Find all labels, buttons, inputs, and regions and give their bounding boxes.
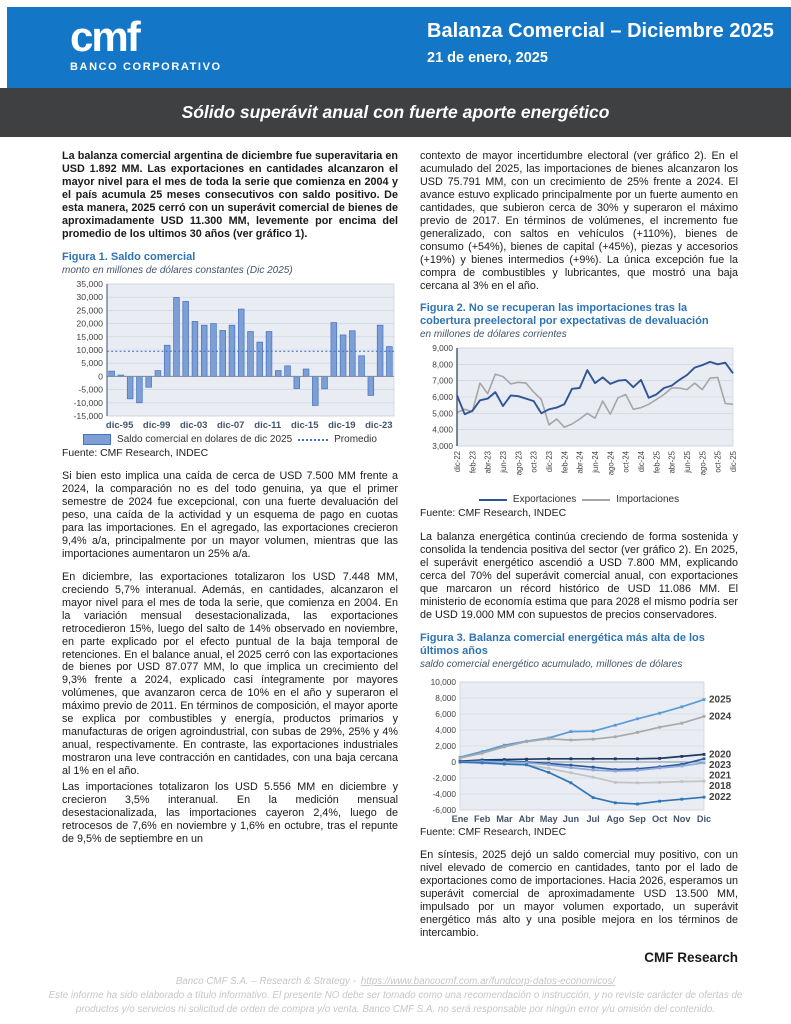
figure1-caption: Figura 1. Saldo comercial (62, 250, 196, 263)
svg-text:Dic: Dic (696, 813, 712, 824)
svg-text:dic-22: dic-22 (453, 451, 462, 473)
paragraph-imports: Las importaciones totalizaron los USD 5.556 MM en diciembre y crecieron 3,5% interanual. En la medición mensual desestacionalizada, las importaciones cayeron 2,4%, luego de retrocesos de 7,6% en noviembre y 1,6% en octubre, tras el repunte de 9,5% de septiembre en un (62, 781, 398, 845)
svg-text:6,000: 6,000 (432, 392, 453, 403)
svg-text:dic-25: dic-25 (729, 451, 738, 473)
svg-text:jun-25: jun-25 (683, 451, 692, 474)
svg-text:2,000: 2,000 (435, 740, 456, 751)
figure3-source: Fuente: CMF Research, INDEC (420, 826, 567, 838)
headline-banner (0, 88, 791, 137)
figure3-subtitle: saldo comercial energético acumulado, millones de dólares (420, 658, 683, 670)
figure1-legend-average: Promedio (334, 433, 377, 445)
svg-text:15,000: 15,000 (76, 331, 103, 342)
svg-text:-4,000: -4,000 (432, 788, 456, 799)
svg-text:4,000: 4,000 (432, 425, 453, 436)
figure2-caption: Figura 2. No se recuperan las importaciones tras la cobertura preelectoral por expectativas de devaluación (420, 302, 709, 328)
svg-text:dic-07: dic-07 (216, 419, 245, 431)
svg-text:ago-23: ago-23 (514, 451, 524, 476)
svg-text:dic-15: dic-15 (291, 419, 319, 431)
paragraph-exports: En diciembre, las exportaciones totalizaron los USD 7.448 MM, creciendo 5,7% interanual. Además, en cantidades, alcanzaron el mayor nivel para el mes de toda la serie, que comienza en 2004. En la variación mensual desestacionalizada, las exportaciones retrocedieron 15%, luego del salto de 14% observado en noviembre, en parte explicado por el efecto puntual de la baja temporal de retenciones. En el balance anual, el 2025 cerró con las exportaciones de bienes por USD 87.077 MM, lo que implica un crecimiento del 9,3% frente a 2024, explicado casi íntegramente por mayores volúmenes, que avanzaron cerca de 10% en el año y superaron el máximo previo de 2011. En términos de composición, el mayor aporte se explica por combustibles y energía, productos primarios y manufacturas de origen agroindustrial, con subas de 29%, 25% y 4% anual, respectivamente. En contraste, las exportaciones industriales mostraron una leve contracción en cantidades, con una baja cercana al 1% en el año. (62, 570, 398, 778)
figure1-source: Fuente: CMF Research, INDEC (62, 447, 209, 459)
svg-text:-2,000: -2,000 (432, 772, 456, 783)
svg-text:ago-25: ago-25 (698, 451, 708, 476)
svg-text:abr-25: abr-25 (667, 451, 677, 474)
svg-text:feb-23: feb-23 (468, 451, 478, 474)
svg-text:5,000: 5,000 (81, 357, 103, 368)
svg-text:10,000: 10,000 (76, 344, 103, 355)
logo-subtext: BANCO CORPORATIVO (70, 61, 222, 73)
svg-text:9,000: 9,000 (432, 344, 453, 354)
svg-text:Feb: Feb (474, 813, 491, 824)
svg-text:dic-99: dic-99 (142, 419, 171, 431)
svg-text:0: 0 (98, 371, 103, 382)
svg-text:feb-25: feb-25 (652, 451, 662, 474)
svg-text:dic-23: dic-23 (545, 451, 554, 473)
svg-text:2021: 2021 (709, 769, 732, 781)
svg-text:dic-03: dic-03 (179, 419, 208, 431)
paragraph-imports-continued: contexto de mayor incertidumbre electoral (ver gráfico 2). En el acumulado del 2025, las importaciones de bienes alcanzaron los USD 75.791 MM, con un crecimiento de 25% frente a 2024. El avance estuvo explicado principalmente por un fuerte aumento en cantidades, que subieron cerca de 30% y superaron el máximo previo de 2017. En términos de volúmenes, el incremento fue generalizado, con saltos en vehículos (+110%), bienes de consumo (+54%), bienes de capital (+45%), piezas y accesorios (+19%) y bienes intermedios (+9%). La única excepción fue la compra de combustibles y lubricantes, que mostró una baja cercana al 3% en el año. (420, 150, 738, 292)
svg-text:jun-23: jun-23 (499, 451, 508, 474)
figure2-legend (420, 494, 738, 506)
svg-text:4,000: 4,000 (435, 724, 456, 735)
figure1-bar-chart (62, 280, 398, 432)
svg-text:30,000: 30,000 (76, 291, 103, 302)
svg-text:Jul: Jul (586, 813, 600, 824)
svg-text:2018: 2018 (709, 780, 732, 792)
svg-text:feb-24: feb-24 (560, 451, 570, 474)
svg-text:Ago: Ago (606, 813, 625, 824)
bar-swatch-icon (83, 434, 111, 445)
svg-text:10,000: 10,000 (430, 676, 456, 687)
svg-text:35,000: 35,000 (76, 279, 103, 289)
svg-text:-10,000: -10,000 (73, 397, 103, 408)
paragraph-synthesis: En síntesis, 2025 dejó un saldo comercial muy positivo, con un nivel elevado de comercio en cantidades, tanto por el lado de exportaciones como de importaciones. Hacia 2026, esperamos un superávit comercial de aproximadamente USD 13.500 MM, impulsado por un mayor volumen exportado, un superávit energético más alto y una posible mejora en los términos de intercambio. (420, 849, 738, 939)
svg-text:ago-24: ago-24 (606, 451, 616, 476)
footer-disclaimer: Este informe ha sido elaborado a título informativo. El presente NO debe ser tomado como una recomendación o instrucción, y no reviste carácter de ofertas de productos y/o servicios ni solicitud de orden de compra y/o venta. Banco CMF S.A. no será responsable por ningún error y/u omisión del contenido. (48, 989, 743, 1015)
svg-text:Abr: Abr (518, 813, 535, 824)
svg-text:Jun: Jun (562, 813, 580, 824)
svg-text:abr-23: abr-23 (483, 451, 493, 474)
svg-text:Oct: Oct (651, 813, 668, 824)
left-column (62, 150, 398, 856)
svg-text:oct-25: oct-25 (713, 451, 723, 474)
figure2-legend-exports: Exportaciones (512, 494, 577, 506)
figure2-line-chart (420, 344, 738, 492)
header-band (7, 7, 791, 88)
svg-text:2023: 2023 (709, 759, 732, 771)
figure2-legend-imports: Importaciones (616, 494, 680, 506)
figure1-subtitle: monto en millones de dólares constantes (Dic 2025) (62, 264, 293, 276)
svg-text:Ene: Ene (451, 813, 469, 824)
svg-text:-5,000: -5,000 (78, 384, 103, 395)
svg-text:2025: 2025 (709, 694, 732, 706)
figure2-subtitle: en millones de dólares corrientes (420, 329, 567, 341)
figure3-line-chart (420, 674, 738, 826)
exports-line-swatch-icon (479, 499, 507, 501)
svg-text:-15,000: -15,000 (73, 410, 103, 421)
svg-text:3,000: 3,000 (432, 441, 453, 452)
svg-text:2020: 2020 (709, 748, 732, 760)
figure3-caption: Figura 3. Balanza comercial energética más alta de los últimos años (420, 631, 705, 657)
author-signature: CMF Research (644, 949, 738, 965)
svg-text:6,000: 6,000 (435, 708, 456, 719)
svg-text:8,000: 8,000 (435, 692, 456, 703)
dotted-line-swatch-icon (298, 439, 328, 441)
svg-text:-6,000: -6,000 (432, 804, 456, 815)
svg-text:Nov: Nov (673, 813, 691, 824)
svg-text:25,000: 25,000 (76, 305, 103, 316)
headline-text: Sólido superávit anual con fuerte aporte energético (181, 102, 610, 122)
svg-text:dic-24: dic-24 (637, 451, 646, 473)
svg-text:oct-24: oct-24 (621, 451, 631, 474)
paragraph-summary: La balanza comercial argentina de diciembre fue superavitaria en USD 1.892 MM. Las exportaciones en cantidades alcanzaron el mayor nivel para el mes de toda la serie que comienza en 2004 y el país acumula 25 meses consecutivos con saldo positivo. De esta manera, 2025 cerró con un superávit comercial de bienes de aproximadamente USD 11.300 MM, levemente por encima del promedio de los ultimos 30 años (ver gráfico 1). (62, 150, 398, 240)
figure1-legend (62, 434, 398, 446)
svg-text:5,000: 5,000 (432, 408, 453, 419)
svg-text:dic-19: dic-19 (328, 419, 356, 431)
bank-logo (70, 13, 222, 73)
svg-text:dic-11: dic-11 (254, 419, 282, 431)
paragraph-comparison: Si bien esto implica una caída de cerca de USD 7.500 MM frente a 2024, la comparación no es del todo genuina, ya que el primer semestre de 2024 fue excepcional, con una fuerte devaluación del peso, una caída de la actividad y un esquema de pago en cuotas para las importaciones. En el agregado, las exportaciones crecieron 9,4% a/a, principalmente por un mayor volumen, mientras que las importaciones aumentaron un 25% a/a. (62, 470, 398, 560)
svg-text:2024: 2024 (709, 710, 732, 722)
svg-text:2022: 2022 (709, 791, 732, 803)
right-column (420, 150, 738, 966)
svg-text:dic-23: dic-23 (365, 419, 393, 431)
figure2-source: Fuente: CMF Research, INDEC (420, 508, 567, 520)
report-title: Balanza Comercial – Diciembre 2025 (427, 20, 774, 42)
svg-text:abr-24: abr-24 (575, 451, 585, 474)
svg-text:7,000: 7,000 (432, 376, 453, 387)
svg-text:dic-95: dic-95 (105, 419, 134, 431)
svg-text:oct-23: oct-23 (529, 451, 539, 474)
svg-text:May: May (539, 813, 558, 824)
footer-link[interactable]: https://www.bancocmf.com.ar/fundcorp-datos-economicos/ (360, 976, 616, 987)
svg-text:jun-24: jun-24 (591, 451, 600, 474)
report-date: 21 de enero, 2025 (427, 50, 548, 66)
svg-text:Mar: Mar (496, 813, 513, 824)
svg-text:8,000: 8,000 (432, 359, 453, 370)
paragraph-energy: La balanza energética continúa creciendo de forma sostenida y consolida la tendencia positiva del sector (ver gráfico 2). En 2025, el superávit energético ascendió a USD 7.800 MM, explicando cerca del 70% del superávit comercial anual, con exportaciones que marcaron un récord histórico de USD 11.086 MM. El ministerio de economía estima que para 2028 el mismo podría ser de USD 19.000 MM con supuestos de precios conservadores. (420, 530, 738, 621)
svg-text:20,000: 20,000 (76, 318, 103, 329)
svg-text:Sep: Sep (629, 813, 646, 824)
page-footer (0, 975, 791, 1017)
figure1-legend-series: Saldo comercial en dolares de dic 2025 (117, 433, 293, 445)
imports-line-swatch-icon (582, 499, 610, 501)
logo-text: cmf (70, 13, 139, 60)
footer-company: Banco CMF S.A. – Research & Strategy - (175, 976, 356, 987)
svg-text:0: 0 (451, 756, 456, 767)
